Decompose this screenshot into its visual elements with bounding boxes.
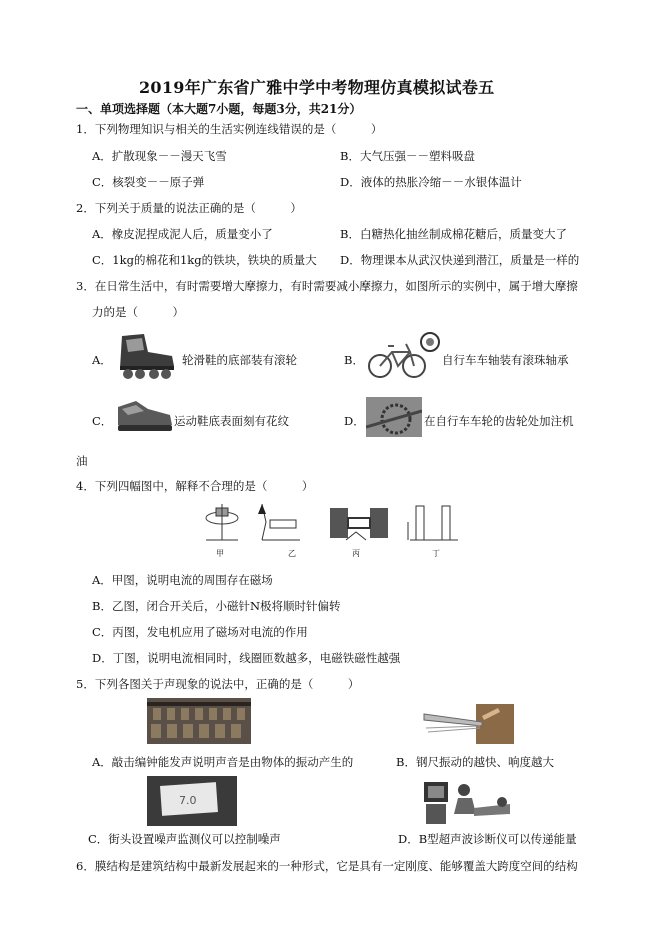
q3-option-b-text: 自行车车轴装有滚珠轴承 [442, 353, 569, 367]
q1-option-b: B．大气压强－－塑料吸盘 [340, 149, 475, 163]
q3-stem-line2: 力的是（ ） [92, 305, 184, 319]
q5-option-b: B．钢尺振动的越快、响度越大 [396, 755, 554, 769]
q4-option-a: A．甲图，说明电流的周围存在磁场 [92, 573, 273, 587]
q2-stem: 2．下列关于质量的说法正确的是（ ） [76, 201, 302, 215]
q1-option-a: A．扩散现象－－漫天飞雪 [92, 149, 227, 163]
steel-ruler-image [420, 698, 514, 744]
fig-label-jia: 甲 [216, 549, 224, 558]
fig-label-bing: 丙 [352, 549, 360, 558]
q5-stem: 5．下列各图关于声现象的说法中，正确的是（ ） [76, 677, 360, 691]
q2-option-c: C．1kg的棉花和1kg的铁块，铁块的质量大 [92, 253, 317, 267]
fig-label-yi: 乙 [288, 549, 296, 558]
q2-option-a: A．橡皮泥捏成泥人后，质量变小了 [92, 227, 273, 241]
bicycle-image [366, 330, 440, 380]
q4-option-b: B．乙图，闭合开关后，小磁针N极将顺时针偏转 [92, 599, 341, 613]
q3-option-c-text: 运动鞋底表面刻有花纹 [174, 414, 289, 428]
q3-option-a-text: 轮滑鞋的底部装有滚轮 [182, 353, 297, 367]
q3-option-c-label: C． [92, 414, 113, 428]
q5-option-a: A．敲击编钟能发声说明声音是由物体的振动产生的 [92, 755, 354, 769]
section-heading: 一、单项选择题（本大题7小题，每题3分，共21分） [76, 102, 362, 116]
q3-option-d-tail: 油 [76, 454, 88, 468]
q3-option-b-label: B． [344, 353, 364, 367]
roller-skate-image [114, 330, 180, 380]
q3-option-a-label: A． [92, 353, 112, 367]
q1-option-c: C．核裂变－－原子弹 [92, 175, 205, 189]
q1-option-d: D．液体的热胀冷缩－－水银体温计 [340, 175, 522, 189]
noise-monitor-image [147, 776, 237, 826]
q2-option-d: D．物理课本从武汉快递到潜江，质量是一样的 [340, 253, 580, 267]
q1-stem: 1．下列物理知识与相关的生活实例连线错误的是（ ） [76, 122, 383, 136]
q2-option-b: B．白糖热化抽丝制成棉花糖后，质量变大了 [340, 227, 567, 241]
q5-option-c: C．街头设置噪声监测仪可以控制噪声 [88, 832, 281, 846]
q4-option-c: C．丙图，发电机应用了磁场对电流的作用 [92, 625, 308, 639]
fig-label-ding: 丁 [432, 549, 440, 558]
page-title: 2019年广东省广雅中学中考物理仿真模拟试卷五 [139, 78, 495, 97]
q4-stem: 4．下列四幅图中，解释不合理的是（ ） [76, 479, 314, 493]
bike-gear-image [366, 397, 422, 437]
chime-bells-image [147, 698, 251, 744]
electromagnetism-figure [196, 500, 468, 562]
q5-option-d: D．B型超声波诊断仪可以传递能量 [398, 832, 577, 846]
q3-stem-line1: 3．在日常生活中，有时需要增大摩擦力，有时需要减小摩擦力，如图所示的实例中，属于增大摩擦 [76, 279, 578, 293]
b-ultrasound-image [418, 774, 512, 828]
q3-option-d-text: 在自行车车轮的齿轮处加注机 [424, 414, 574, 428]
svg-text:7.0: 7.0 [179, 794, 197, 807]
q6-stem: 6．膜结构是建筑结构中最新发展起来的一种形式，它是具有一定刚度、能够覆盖大跨度空间的结构 [76, 859, 578, 873]
sneaker-image [114, 393, 174, 437]
q3-option-d-label: D． [344, 414, 365, 428]
q4-option-d: D．丁图，说明电流相同时，线圈匝数越多，电磁铁磁性越强 [92, 651, 401, 665]
